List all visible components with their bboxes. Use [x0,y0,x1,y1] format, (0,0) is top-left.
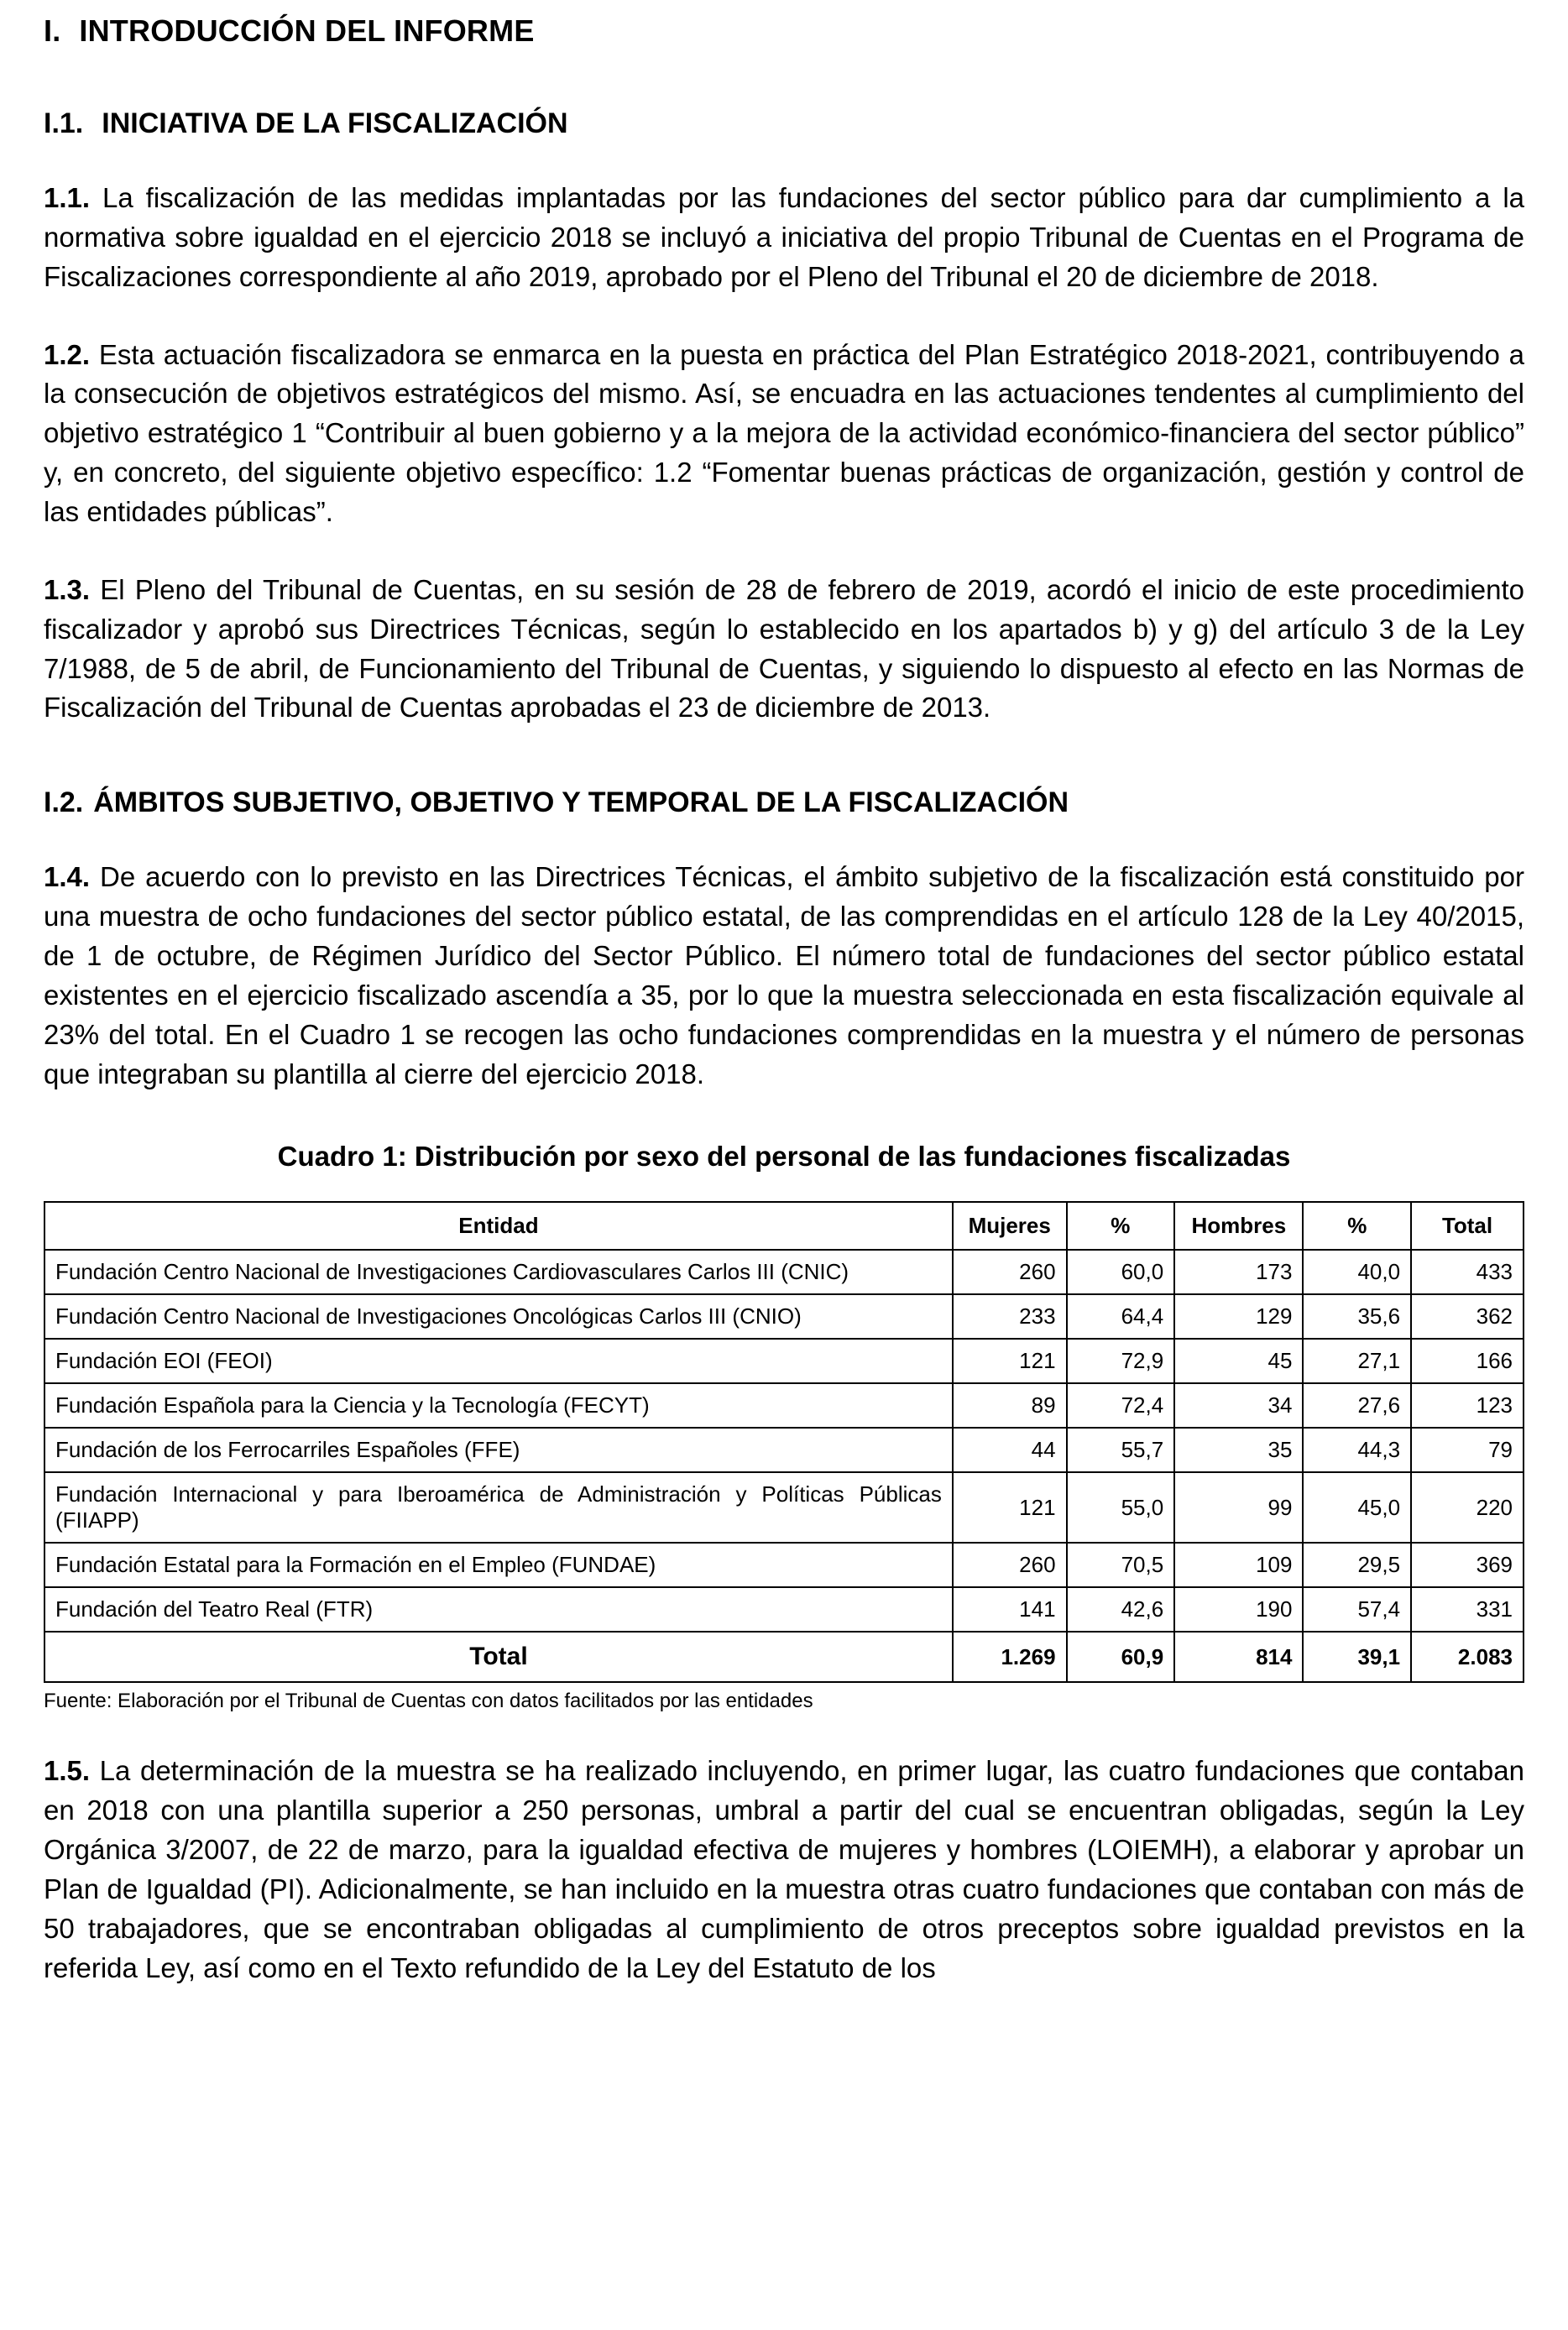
cell-pct-mujeres: 60,0 [1067,1250,1175,1294]
cell-pct-hombres: 40,0 [1303,1250,1411,1294]
table-row-cnio [44,1294,1524,1339]
table-row-fiiapp [44,1472,1524,1543]
table-total-row [44,1632,1524,1682]
paragraph-number: 1.4. [44,861,91,893]
header-hombres: Hombres [1174,1202,1303,1250]
heading-ambitos-fiscalizacion [44,786,1524,819]
cell-hombres: 99 [1174,1472,1303,1543]
heading-text: INTRODUCCIÓN DEL INFORME [79,13,535,48]
table-row-fundae [44,1543,1524,1587]
cell-total: 369 [1411,1543,1524,1587]
table-row-cnic [44,1250,1524,1294]
cuadro-1-table [44,1201,1524,1683]
paragraph-1-3 [44,571,1524,728]
paragraph-text: La fiscalización de las medidas implantadas por las fundaciones del sector público para dar cumplimiento a la normativa sobre igualdad en el ejercicio 2018 se incluyó a iniciativa del propio Tribunal de Cuentas en el Programa de Fiscalizaciones correspondiente al año 2019, aprobado por el Pleno del Tribunal el 20 de diciembre de 2018. [44,182,1525,292]
cell-total: 331 [1411,1587,1524,1632]
cell-pct-mujeres: 64,4 [1067,1294,1175,1339]
paragraph-number: 1.5. [44,1755,91,1787]
cell-entity: Fundación Centro Nacional de Investigaciones Cardiovasculares Carlos III (CNIC) [44,1250,953,1294]
table-row-ftr [44,1587,1524,1632]
cell-entity: Fundación del Teatro Real (FTR) [44,1587,953,1632]
cell-total: 123 [1411,1383,1524,1428]
header-total: Total [1411,1202,1524,1250]
cell-pct-hombres: 45,0 [1303,1472,1411,1543]
cell-mujeres: 260 [953,1250,1067,1294]
table-source-note: Fuente: Elaboración por el Tribunal de Cuentas con datos facilitados por las entidades [44,1690,813,1713]
paragraph-text: De acuerdo con lo previsto en las Directrices Técnicas, el ámbito subjetivo de la fiscalización está constituido por una muestra de ocho fundaciones del sector público estatal, de las comprendidas en el artículo 128 de la Ley 40/2015, de 1 de octubre, de Régimen Jurídico del Sector Público. El número total de fundaciones del sector público estatal existentes en el ejercicio fiscalizado ascendía a 35, por lo que la muestra seleccionada en esta fiscalización equivale al 23% del total. En el Cuadro 1 se recogen las ocho fundaciones comprendidas en la muestra y el número de personas que integraban su plantilla al cierre del ejercicio 2018. [44,861,1525,1089]
cell-entity: Fundación Centro Nacional de Investigaciones Oncológicas Carlos III (CNIO) [44,1294,953,1339]
cell-mujeres: 141 [953,1587,1067,1632]
cell-pct-hombres: 27,1 [1303,1339,1411,1383]
cell-pct-mujeres: 72,9 [1067,1339,1175,1383]
cell-pct-hombres: 44,3 [1303,1428,1411,1472]
cell-mujeres: 121 [953,1472,1067,1543]
cell-total: 79 [1411,1428,1524,1472]
table-row-ffe [44,1428,1524,1472]
cell-pct-hombres: 27,6 [1303,1383,1411,1428]
table-header-row [44,1202,1524,1250]
cell-hombres: 34 [1174,1383,1303,1428]
paragraph-number: 1.3. [44,573,91,605]
cell-mujeres: 260 [953,1543,1067,1587]
heading-iniciativa-fiscalizacion [44,107,1524,140]
cell-mujeres: 121 [953,1339,1067,1383]
cell-total: 433 [1411,1250,1524,1294]
cell-pct-hombres: 57,4 [1303,1587,1411,1632]
cell-total-pct-mujeres: 60,9 [1067,1632,1175,1682]
paragraph-number: 1.2. [44,338,91,370]
header-entidad: Entidad [44,1202,953,1250]
table-title-cuadro-1: Cuadro 1: Distribución por sexo del personal de las fundaciones fiscalizadas [277,1141,1291,1173]
table-row-fecyt [44,1383,1524,1428]
cell-hombres: 45 [1174,1339,1303,1383]
paragraph-text: Esta actuación fiscalizadora se enmarca en la puesta en práctica del Plan Estratégico 2018-2021, contribuyendo a la consecución de objetivos estratégicos del mismo. Así, se encuadra en las actuaciones tendentes al cumplimiento del objetivo estratégico 1 “Contribuir al buen gobierno y a la mejora de la actividad económico-financiera del sector público” y, en concreto, del siguiente objetivo específico: 1.2 “Fomentar buenas prácticas de organización, gestión y control de las entidades públicas”. [44,338,1524,528]
heading-number: I.2. [44,786,84,819]
cell-total-mujeres: 1.269 [953,1632,1067,1682]
paragraph-1-4 [44,858,1524,1094]
cell-mujeres: 233 [953,1294,1067,1339]
cell-hombres: 109 [1174,1543,1303,1587]
cell-mujeres: 89 [953,1383,1067,1428]
paragraph-1-1 [44,179,1524,297]
cell-pct-mujeres: 72,4 [1067,1383,1175,1428]
paragraph-1-5 [44,1752,1524,1988]
cell-pct-mujeres: 55,7 [1067,1428,1175,1472]
cell-entity: Fundación EOI (FEOI) [44,1339,953,1383]
paragraph-text: El Pleno del Tribunal de Cuentas, en su sesión de 28 de febrero de 2019, acordó el inicio de este procedimiento fiscalizador y aprobó sus Directrices Técnicas, según lo establecido en los apartados b) y g) del artículo 3 de la Ley 7/1988, de 5 de abril, de Funcionamiento del Tribunal de Cuentas, y siguiendo lo dispuesto al efecto en las Normas de Fiscalización del Tribunal de Cuentas aprobadas el 23 de diciembre de 2013. [44,573,1524,724]
cell-entity: Fundación de los Ferrocarriles Españoles (FFE) [44,1428,953,1472]
header-pct-mujeres: % [1067,1202,1175,1250]
cell-entity: Fundación Estatal para la Formación en el Empleo (FUNDAE) [44,1543,953,1587]
cell-entity: Fundación Internacional y para Iberoamérica de Administración y Políticas Públicas (FIIAPP) [44,1472,953,1543]
cell-total: 220 [1411,1472,1524,1543]
table-row-feoi [44,1339,1524,1383]
heading-number: I. [44,13,61,48]
cell-pct-hombres: 35,6 [1303,1294,1411,1339]
cell-hombres: 129 [1174,1294,1303,1339]
heading-number: I.1. [44,107,84,139]
cell-total: 166 [1411,1339,1524,1383]
heading-introduccion-del-informe [44,13,1524,49]
cell-entity: Fundación Española para la Ciencia y la Tecnología (FECYT) [44,1383,953,1428]
cell-mujeres: 44 [953,1428,1067,1472]
cell-total-total: 2.083 [1411,1632,1524,1682]
cell-total-label: Total [44,1632,953,1682]
paragraph-text: La determinación de la muestra se ha realizado incluyendo, en primer lugar, las cuatro fundaciones que contaban en 2018 con una plantilla superior a 250 personas, umbral a partir del cual se encuentran obligadas, según la Ley Orgánica 3/2007, de 22 de marzo, para la igualdad efectiva de mujeres y hombres (LOIEMH), a elaborar y aprobar un Plan de Igualdad (PI). Adicionalmente, se han incluido en la muestra otras cuatro fundaciones que contaban con más de 50 trabajadores, que se encontraban obligadas al cumplimiento de otros preceptos sobre igualdad previstos en la referida Ley, así como en el Texto refundido de la Ley del Estatuto de los [44,1755,1524,1983]
header-pct-hombres: % [1303,1202,1411,1250]
cell-total-hombres: 814 [1174,1632,1303,1682]
heading-text: INICIATIVA DE LA FISCALIZACIÓN [102,107,568,139]
cell-pct-mujeres: 42,6 [1067,1587,1175,1632]
cell-pct-mujeres: 55,0 [1067,1472,1175,1543]
cell-total: 362 [1411,1294,1524,1339]
cell-pct-mujeres: 70,5 [1067,1543,1175,1587]
cell-pct-hombres: 29,5 [1303,1543,1411,1587]
paragraph-1-2 [44,336,1524,532]
cell-hombres: 173 [1174,1250,1303,1294]
cell-hombres: 35 [1174,1428,1303,1472]
cell-total-pct-hombres: 39,1 [1303,1632,1411,1682]
heading-text: ÁMBITOS SUBJETIVO, OBJETIVO Y TEMPORAL DE LA FISCALIZACIÓN [93,786,1069,819]
cell-hombres: 190 [1174,1587,1303,1632]
header-mujeres: Mujeres [953,1202,1067,1250]
paragraph-number: 1.1. [44,182,91,213]
